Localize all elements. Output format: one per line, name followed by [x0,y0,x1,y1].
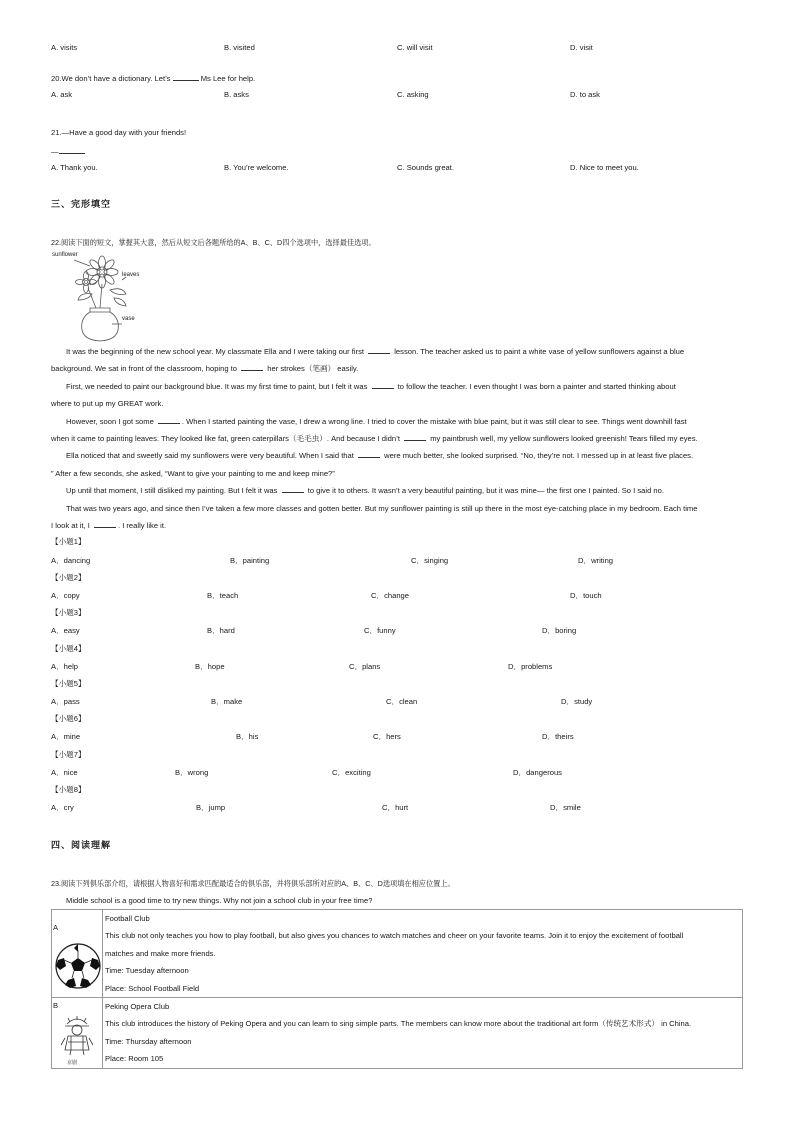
subq5-option-c: C．clean [386,697,418,706]
cloze-blank-6 [358,450,380,458]
q20-option-a: A. ask [51,90,73,99]
subq7-option-b: B．wrong [175,768,209,777]
club-a-place: Place: School Football Field [105,983,200,993]
subq-label: 【小题3】 [51,608,86,617]
subq4-option-d: D．problems [508,662,553,671]
opera-figure-caption: 京剧 [67,1059,78,1066]
club-a-desc: matches and make more friends. [105,948,216,958]
q21-reply [51,146,85,156]
passage-text: background. We sat in front of the classroom, hoping to [51,364,238,374]
sunflower-vase-drawing [52,252,144,344]
subq-label: 【小题7】 [51,750,86,759]
section4-title: 四、阅读理解 [51,841,112,851]
passage-line-5 [51,413,743,430]
q21-blank [59,146,85,154]
subq1-option-d: D．writing [578,556,614,565]
passage-text: That was two years ago, and since then I’ve taken a few more classes and gotten better. But my sunflower painting is still up there in the most eye-catching place in my bedroom. Each time [66,503,698,513]
q21-option-d: D. Nice to meet you. [570,163,639,172]
club-a-name: Football Club [105,914,150,923]
passage-line-11 [51,517,743,534]
passage-text: Ella noticed that and sweetly said my sunflowers were very beautiful. When I said that [66,451,354,461]
q21-stem: 21.—Have a good day with your friends! [51,128,187,137]
passage-line-2 [51,360,743,377]
passage-text: were much better, she looked surprised. “No, they’re not. I messed up in at least five places. [384,451,694,461]
subq2-option-d: D．touch [570,591,602,600]
subq5-option-a: A．pass [51,697,80,706]
q19-option-c: C. will visit [397,43,433,52]
passage-line-9 [51,482,743,499]
subq6-option-d: D．theirs [542,732,574,741]
subq8-option-a: A．cry [51,803,74,812]
subq2-option-b: B．teach [207,591,239,600]
passage-line-10 [51,500,743,517]
subq1-option-a: A．dancing [51,556,91,565]
subq2-option-c: C．change [371,591,409,600]
passage-text: I look at it, I [51,521,90,531]
subq4-option-a: A．help [51,662,79,671]
subq-label: 【小题1】 [51,537,86,546]
q20-option-c: C. asking [397,90,429,99]
cloze-blank-1 [368,346,390,354]
cloze-blank-4 [158,416,180,424]
q20-stem-before: 20.We don’t have a dictionary. Let’s [51,74,171,83]
passage-line-6 [51,430,743,447]
passage-text: First, we needed to paint our background blue. It was my first time to paint, but I felt it was [66,381,368,391]
club-b-place: Place: Room 105 [105,1054,164,1064]
football-icon [54,942,102,990]
subq8-option-b: B．jump [196,803,226,812]
subq1-option-c: C．singing [411,556,449,565]
passage-line-4 [51,395,743,412]
subq1-option-b: B．painting [230,556,270,565]
club-b-time: Time: Thursday afternoon [105,1036,192,1046]
q21-option-c: C. Sounds great. [397,163,454,172]
club-b-name: Peking Opera Club [105,1001,170,1011]
leaves-label: leaves [122,272,140,278]
club-a-desc: This club not only teaches you how to play football, but also gives you chances to watch matches and cheer on your favorite teams. Join it to enjoy the excitement of football [105,931,684,941]
subq3-option-c: C．funny [364,626,396,635]
section4-intro: Middle school is a good time to try new things. Why not join a school club in your free time? [66,896,373,905]
q19-option-b: B. visited [224,43,255,52]
passage-text: . When I started painting the vase, I drew a wrong line. I tried to cover the mistake with blue paint, but it was still clear to see. Things went downhill fast [181,416,687,426]
subq-label: 【小题8】 [51,785,86,794]
q20-stem [51,73,255,83]
sunflower-label: sunflower [52,252,78,258]
club-a-letter: A [53,923,59,932]
passage-line-7 [51,447,743,464]
q21-option-a: A. Thank you. [51,163,98,172]
q20-option-b: B. asks [224,90,249,99]
subq8-option-c: C．hurt [382,803,409,812]
section4-instruction: 23.阅读下列俱乐部介绍，请根据人物喜好和需求匹配最适合的俱乐部，并将俱乐部所对应的A、B、C、D选项填在相应位置上。 [51,879,455,888]
subq3-option-d: D．boring [542,626,577,635]
passage-text: . I really like it. [117,521,167,531]
cloze-blank-5 [404,433,426,441]
subq3-option-a: A．easy [51,626,80,635]
subq-label: 【小题5】 [51,679,86,688]
passage-text: lesson. The teacher asked us to paint a white vase of yellow sunflowers against a blue [394,347,685,356]
table-row [52,997,743,1068]
table-row [52,910,743,998]
cloze-blank-2 [241,363,263,371]
passage-text: Up until that moment, I still disliked my painting. But I felt it was [66,486,278,496]
passage-line-8 [51,465,743,482]
passage-text: It was the beginning of the new school year. My classmate Ella and I were taking our first [66,347,364,356]
passage-text: when it came to painting leaves. They looked like fat, green caterpillars（毛毛虫）. And because I didn’t [51,434,400,444]
subq6-option-b: B．his [236,732,259,741]
subq5-option-b: B．make [211,697,243,706]
subq-label: 【小题2】 [51,573,86,582]
clubs-table [51,909,743,1069]
cloze-blank-7 [282,485,304,493]
q21-reply-dash: — [51,147,59,156]
passage-text: to give it to others. It wasn’t a very beautiful painting, but it was mine— the first one I painted. So I said no. [307,486,664,496]
section3-title: 三、完形填空 [51,200,112,210]
subq8-option-d: D．smile [550,803,581,812]
subq5-option-d: D．study [561,697,593,706]
section3-instruction: 22.阅读下面的短文，掌握其大意，然后从短文后各题所给的A、B、C、D四个选项中，选择最佳选项。 [51,238,376,247]
passage-text: However, soon I got some [66,416,154,426]
club-b-desc: This club introduces the history of Peking Opera and you can learn to sing simple parts. The members can know more about the traditional art form（传统艺术形式） in China. [105,1019,692,1029]
subq-label: 【小题6】 [51,714,86,723]
passage-text: her strokes（笔画） easily. [267,364,359,374]
subq3-option-b: B．hard [207,626,235,635]
q20-stem-after: Ms Lee for help. [200,74,256,83]
passage-text: where to put up my GREAT work. [51,399,164,409]
q19-option-a: A. visits [51,43,78,52]
passage-line-3 [51,378,743,395]
subq7-option-a: A．nice [51,768,78,777]
q21-option-b: B. You’re welcome. [224,163,289,172]
subq6-option-c: C．hers [373,732,401,741]
subq4-option-b: B．hope [195,662,225,671]
passage-line-1 [51,343,743,360]
q19-option-d: D. visit [570,43,593,52]
subq6-option-a: A．mine [51,732,81,741]
peking-opera-icon [60,1014,94,1060]
sunflower-figure [52,252,144,344]
passage-text: to follow the teacher. I even thought I was born a painter and started thinking about [397,381,676,391]
subq7-option-c: C．exciting [332,768,371,777]
cloze-blank-8 [94,520,116,528]
club-b-details [103,997,743,1068]
cloze-passage [51,343,743,534]
club-a-time: Time: Tuesday afternoon [105,966,189,976]
subq2-option-a: A．copy [51,591,80,600]
cloze-blank-3 [372,381,394,389]
q20-blank [173,73,199,81]
club-b-letter: B [53,1000,59,1010]
passage-text: my paintbrush well, my yellow sunflowers looked greenish! Tears filled my eyes. [430,434,698,444]
vase-label: vase [122,316,135,322]
q20-option-d: D. to ask [570,90,600,99]
subq7-option-d: D．dangerous [513,768,562,777]
club-b-letter-cell [52,997,103,1068]
subq4-option-c: C．plans [349,662,381,671]
club-a-letter-cell [52,910,103,998]
subq-label: 【小题4】 [51,644,86,653]
club-a-details [103,910,743,998]
passage-text: ” After a few seconds, she asked, “Want to give your painting to me and keep mine?” [51,468,335,478]
